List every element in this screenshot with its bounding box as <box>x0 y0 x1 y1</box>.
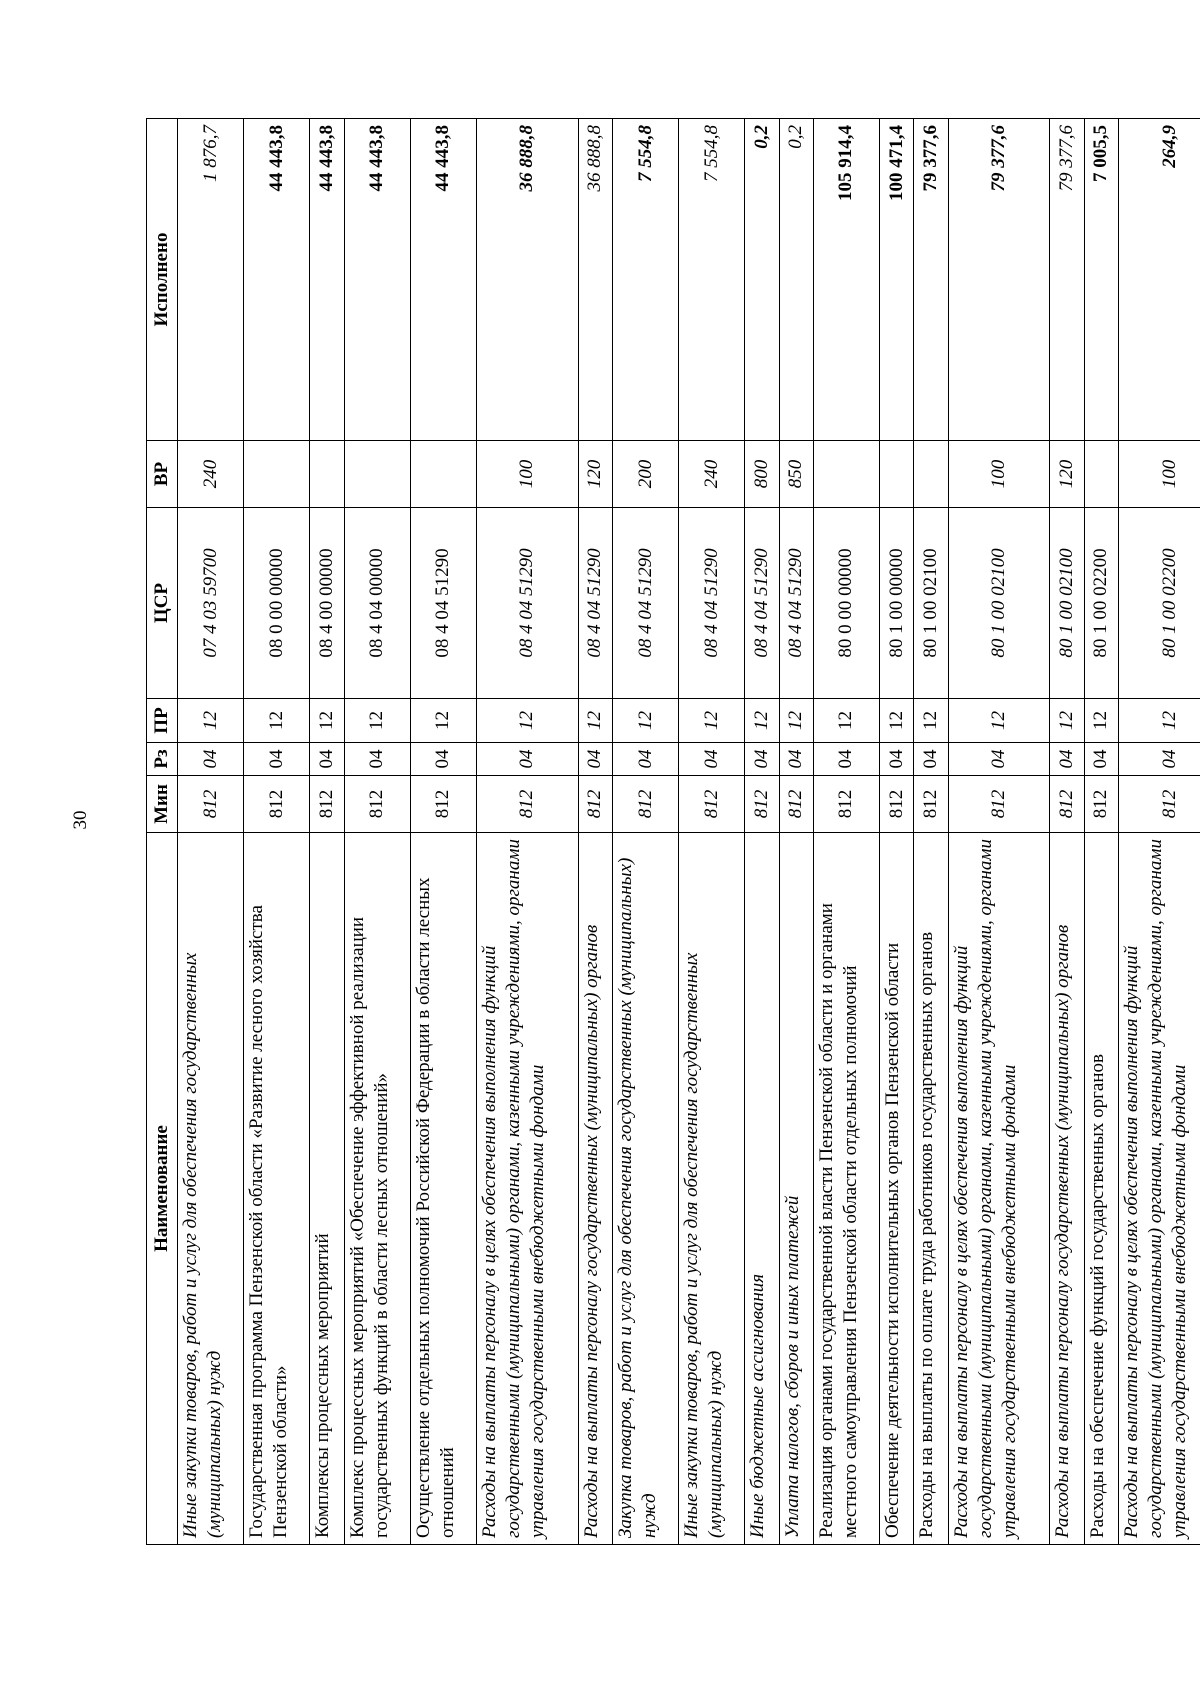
cell-rz: 04 <box>813 743 879 776</box>
cell-min: 812 <box>914 776 948 833</box>
cell-amount: 7 554,8 <box>679 119 745 441</box>
cell-vr: 240 <box>679 441 745 508</box>
table-row <box>745 119 779 1545</box>
cell-name: Закупка товаров, работ и услуг для обеспечения государственных (муниципальных) нужд <box>612 833 678 1545</box>
cell-pr: 12 <box>410 699 476 743</box>
cell-csr: 08 4 04 51290 <box>745 508 779 699</box>
cell-amount: 79 377,6 <box>1050 119 1084 441</box>
cell-min: 812 <box>1119 776 1200 833</box>
cell-amount: 44 443,8 <box>410 119 476 441</box>
cell-amount: 1 876,7 <box>178 119 244 441</box>
cell-rz: 04 <box>914 743 948 776</box>
cell-csr: 08 4 04 51290 <box>779 508 813 699</box>
cell-csr: 80 1 00 02100 <box>948 508 1050 699</box>
cell-vr <box>310 441 344 508</box>
cell-name: Комплексы процессных мероприятий <box>310 833 344 1545</box>
cell-name: Расходы на выплаты персоналу в целях обеспечения выполнения функций государственными (муниципальными) органами, казенными учреждениями, органами управления государственными внебюджетными фондами <box>1119 833 1200 1545</box>
cell-min: 812 <box>779 776 813 833</box>
table-row <box>344 119 410 1545</box>
cell-min: 812 <box>745 776 779 833</box>
cell-pr: 12 <box>178 699 244 743</box>
cell-csr: 08 0 00 00000 <box>244 508 310 699</box>
cell-min: 812 <box>1084 776 1118 833</box>
cell-rz: 04 <box>1084 743 1118 776</box>
header-csr: ЦСР <box>147 508 178 699</box>
cell-amount: 44 443,8 <box>244 119 310 441</box>
cell-name: Расходы на выплаты персоналу в целях обеспечения выполнения функций государственными (муниципальными) органами, казенными учреждениями, органами управления государственными внебюджетными фондами <box>476 833 578 1545</box>
cell-amount: 100 471,4 <box>880 119 914 441</box>
cell-pr: 12 <box>880 699 914 743</box>
cell-pr: 12 <box>612 699 678 743</box>
cell-rz: 04 <box>476 743 578 776</box>
cell-amount: 79 377,6 <box>914 119 948 441</box>
cell-vr: 120 <box>1050 441 1084 508</box>
cell-vr <box>880 441 914 508</box>
cell-rz: 04 <box>679 743 745 776</box>
table-row <box>1084 119 1118 1545</box>
cell-csr: 80 0 00 00000 <box>813 508 879 699</box>
cell-pr: 12 <box>813 699 879 743</box>
cell-name: Обеспечение деятельности исполнительных органов Пензенской области <box>880 833 914 1545</box>
cell-name: Уплата налогов, сборов и иных платежей <box>779 833 813 1545</box>
rotated-table-wrapper <box>146 119 1200 1545</box>
cell-vr: 800 <box>745 441 779 508</box>
cell-min: 812 <box>344 776 410 833</box>
cell-csr: 08 4 00 00000 <box>310 508 344 699</box>
cell-vr: 200 <box>612 441 678 508</box>
table-row <box>914 119 948 1545</box>
header-amount: Исполнено <box>147 119 178 441</box>
cell-amount: 0,2 <box>779 119 813 441</box>
cell-amount: 44 443,8 <box>344 119 410 441</box>
cell-vr <box>244 441 310 508</box>
cell-vr <box>344 441 410 508</box>
cell-amount: 36 888,8 <box>578 119 612 441</box>
page-number: 30 <box>70 810 91 830</box>
header-name: Наименование <box>147 833 178 1545</box>
cell-name: Расходы на выплаты по оплате труда работников государственных органов <box>914 833 948 1545</box>
cell-rz: 04 <box>344 743 410 776</box>
cell-vr: 100 <box>948 441 1050 508</box>
cell-name: Расходы на выплаты персоналу государственных (муниципальных) органов <box>578 833 612 1545</box>
cell-vr <box>1084 441 1118 508</box>
cell-min: 812 <box>178 776 244 833</box>
cell-rz: 04 <box>244 743 310 776</box>
cell-pr: 12 <box>1084 699 1118 743</box>
table-row <box>679 119 745 1545</box>
cell-vr <box>410 441 476 508</box>
cell-amount: 44 443,8 <box>310 119 344 441</box>
cell-csr: 08 4 04 51290 <box>679 508 745 699</box>
cell-pr: 12 <box>679 699 745 743</box>
cell-amount: 36 888,8 <box>476 119 578 441</box>
cell-amount: 7 554,8 <box>612 119 678 441</box>
cell-csr: 08 4 04 51290 <box>410 508 476 699</box>
cell-name: Иные бюджетные ассигнования <box>745 833 779 1545</box>
cell-csr: 08 4 04 51290 <box>612 508 678 699</box>
cell-csr: 07 4 03 59700 <box>178 508 244 699</box>
table-row <box>244 119 310 1545</box>
header-min: Мин <box>147 776 178 833</box>
table-row <box>612 119 678 1545</box>
cell-csr: 08 4 04 00000 <box>344 508 410 699</box>
cell-csr: 80 1 00 02200 <box>1119 508 1200 699</box>
cell-name: Государственная программа Пензенской области «Развитие лесного хозяйства Пензенской области» <box>244 833 310 1545</box>
cell-pr: 12 <box>1050 699 1084 743</box>
cell-pr: 12 <box>914 699 948 743</box>
table-row <box>310 119 344 1545</box>
cell-vr <box>914 441 948 508</box>
cell-vr <box>813 441 879 508</box>
budget-table <box>146 118 1200 1545</box>
cell-pr: 12 <box>244 699 310 743</box>
header-rz: Рз <box>147 743 178 776</box>
cell-amount: 79 377,6 <box>948 119 1050 441</box>
cell-vr: 240 <box>178 441 244 508</box>
cell-csr: 08 4 04 51290 <box>476 508 578 699</box>
cell-rz: 04 <box>1050 743 1084 776</box>
cell-csr: 80 1 00 02100 <box>1050 508 1084 699</box>
cell-vr: 100 <box>1119 441 1200 508</box>
cell-min: 812 <box>880 776 914 833</box>
cell-rz: 04 <box>779 743 813 776</box>
cell-min: 812 <box>679 776 745 833</box>
cell-amount: 7 005,5 <box>1084 119 1118 441</box>
cell-vr: 100 <box>476 441 578 508</box>
cell-min: 812 <box>578 776 612 833</box>
cell-name: Реализация органами государственной власти Пензенской области и органами местного самоуправления Пензенской области отдельных полномочий <box>813 833 879 1545</box>
cell-csr: 08 4 04 51290 <box>578 508 612 699</box>
cell-min: 812 <box>476 776 578 833</box>
cell-rz: 04 <box>578 743 612 776</box>
cell-pr: 12 <box>745 699 779 743</box>
header-vr: ВР <box>147 441 178 508</box>
cell-min: 812 <box>244 776 310 833</box>
cell-rz: 04 <box>880 743 914 776</box>
cell-name: Расходы на обеспечение функций государственных органов <box>1084 833 1118 1545</box>
table-row <box>880 119 914 1545</box>
table-row <box>178 119 244 1545</box>
cell-name: Осуществление отдельных полномочий Российской Федерации в области лесных отношений <box>410 833 476 1545</box>
cell-amount: 264,9 <box>1119 119 1200 441</box>
header-pr: ПР <box>147 699 178 743</box>
table-row <box>948 119 1050 1545</box>
cell-min: 812 <box>1050 776 1084 833</box>
cell-amount: 0,2 <box>745 119 779 441</box>
cell-rz: 04 <box>1119 743 1200 776</box>
cell-rz: 04 <box>612 743 678 776</box>
table-row <box>1050 119 1084 1545</box>
cell-name: Комплекс процессных мероприятий «Обеспечение эффективной реализации государственных функций в области лесных отношений» <box>344 833 410 1545</box>
cell-min: 812 <box>310 776 344 833</box>
cell-min: 812 <box>813 776 879 833</box>
cell-name: Иные закупки товаров, работ и услуг для обеспечения государственных (муниципальных) нужд <box>178 833 244 1545</box>
cell-pr: 12 <box>344 699 410 743</box>
cell-vr: 120 <box>578 441 612 508</box>
cell-pr: 12 <box>1119 699 1200 743</box>
cell-csr: 80 1 00 00000 <box>880 508 914 699</box>
cell-rz: 04 <box>948 743 1050 776</box>
table-row <box>476 119 578 1545</box>
cell-pr: 12 <box>578 699 612 743</box>
cell-csr: 80 1 00 02200 <box>1084 508 1118 699</box>
table-row <box>1119 119 1200 1545</box>
cell-min: 812 <box>612 776 678 833</box>
table-row <box>578 119 612 1545</box>
cell-amount: 105 914,4 <box>813 119 879 441</box>
cell-rz: 04 <box>178 743 244 776</box>
table-row <box>410 119 476 1545</box>
cell-min: 812 <box>948 776 1050 833</box>
cell-name: Расходы на выплаты персоналу государственных (муниципальных) органов <box>1050 833 1084 1545</box>
cell-pr: 12 <box>948 699 1050 743</box>
cell-pr: 12 <box>310 699 344 743</box>
cell-vr: 850 <box>779 441 813 508</box>
cell-name: Иные закупки товаров, работ и услуг для обеспечения государственных (муниципальных) нужд <box>679 833 745 1545</box>
cell-rz: 04 <box>310 743 344 776</box>
cell-rz: 04 <box>410 743 476 776</box>
cell-min: 812 <box>410 776 476 833</box>
table-row <box>813 119 879 1545</box>
header-row <box>147 119 178 1545</box>
cell-pr: 12 <box>779 699 813 743</box>
cell-name: Расходы на выплаты персоналу в целях обеспечения выполнения функций государственными (муниципальными) органами, казенными учреждениями, органами управления государственными внебюджетными фондами <box>948 833 1050 1545</box>
cell-csr: 80 1 00 02100 <box>914 508 948 699</box>
cell-rz: 04 <box>745 743 779 776</box>
table-row <box>779 119 813 1545</box>
cell-pr: 12 <box>476 699 578 743</box>
